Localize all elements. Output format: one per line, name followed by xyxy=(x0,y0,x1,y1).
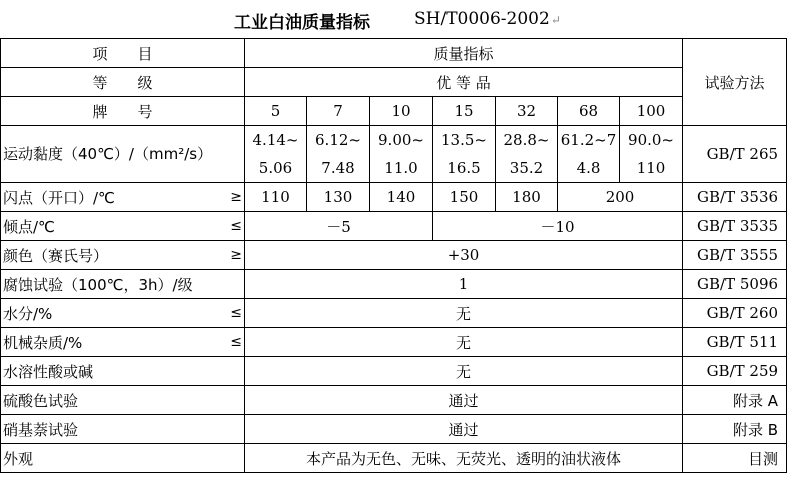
flash-cell: 150 xyxy=(433,183,496,212)
sulfuric-value: 通过 xyxy=(245,386,683,415)
header-quality: 质量指标 xyxy=(245,39,683,68)
corrosion-value: 1 xyxy=(245,270,683,299)
viscosity-cell: 90.0~ 110 xyxy=(620,126,683,183)
pour-left: －5 xyxy=(245,212,433,241)
viscosity-cell: 61.2~7 4.8 xyxy=(558,126,620,183)
brand-cell: 100 xyxy=(620,97,683,126)
header-row-item xyxy=(1,39,787,68)
color-label: 颜色（赛氏号） ≥ xyxy=(1,241,245,270)
viscosity-method: GB/T 265 xyxy=(683,126,787,183)
appearance-label: 外观 xyxy=(1,444,245,473)
appearance-value: 本产品为无色、无味、无荧光、透明的油状液体 xyxy=(245,444,683,473)
color-value: +30 xyxy=(245,241,683,270)
row-flash-point xyxy=(1,183,787,212)
row-acid xyxy=(1,357,787,386)
flash-cell: 140 xyxy=(370,183,433,212)
water-method: GB/T 260 xyxy=(683,299,787,328)
sulfuric-method: 附录 A xyxy=(683,386,787,415)
pour-right: －10 xyxy=(433,212,683,241)
water-value: 无 xyxy=(245,299,683,328)
brand-cell: 7 xyxy=(307,97,370,126)
sulfuric-label: 硫酸色试验 xyxy=(1,386,245,415)
header-row-grade xyxy=(1,68,787,97)
header-grade-value: 优 等 品 xyxy=(245,68,683,97)
le-symbol: ≤ xyxy=(230,218,242,234)
flash-cell: 130 xyxy=(307,183,370,212)
viscosity-cell: 9.00~ 11.0 xyxy=(370,126,433,183)
row-sulfuric xyxy=(1,386,787,415)
brand-cell: 15 xyxy=(433,97,496,126)
viscosity-cell: 13.5~ 16.5 xyxy=(433,126,496,183)
water-label: 水分/% ≤ xyxy=(1,299,245,328)
impurity-method: GB/T 511 xyxy=(683,328,787,357)
acid-label: 水溶性酸或碱 xyxy=(1,357,245,386)
color-method: GB/T 3555 xyxy=(683,241,787,270)
header-row-brand xyxy=(1,97,787,126)
row-water xyxy=(1,299,787,328)
pour-method: GB/T 3535 xyxy=(683,212,787,241)
impurity-value: 无 xyxy=(245,328,683,357)
row-impurity xyxy=(1,328,787,357)
brand-cell: 10 xyxy=(370,97,433,126)
nitro-label: 硝基萘试验 xyxy=(1,415,245,444)
row-viscosity xyxy=(1,126,787,183)
le-symbol: ≤ xyxy=(230,334,242,350)
flash-cell: 110 xyxy=(245,183,307,212)
title-cn: 工业白油质量指标 xyxy=(234,13,370,33)
header-brand-label: 牌 号 xyxy=(1,97,245,126)
nitro-method: 附录 B xyxy=(683,415,787,444)
row-nitro xyxy=(1,415,787,444)
impurity-label: 机械杂质/% ≤ xyxy=(1,328,245,357)
appearance-method: 目测 xyxy=(683,444,787,473)
viscosity-cell: 28.8~ 35.2 xyxy=(496,126,558,183)
row-color xyxy=(1,241,787,270)
title-standard: SH/T0006-2002↵ xyxy=(414,9,561,29)
header-grade-label: 等 级 xyxy=(1,68,245,97)
acid-method: GB/T 259 xyxy=(683,357,787,386)
viscosity-cell: 6.12~ 7.48 xyxy=(307,126,370,183)
viscosity-label: 运动黏度（40℃）/（mm²/s） xyxy=(1,126,245,183)
ge-symbol: ≥ xyxy=(230,189,242,205)
header-method: 试验方法 xyxy=(683,39,787,126)
flash-cell: 180 xyxy=(496,183,558,212)
ge-symbol: ≥ xyxy=(230,247,242,263)
flash-method: GB/T 3536 xyxy=(683,183,787,212)
flash-label: 闪点（开口）/℃ ≥ xyxy=(1,183,245,212)
le-symbol: ≤ xyxy=(230,305,242,321)
row-appearance xyxy=(1,444,787,473)
acid-value: 无 xyxy=(245,357,683,386)
flash-cell: 200 xyxy=(558,183,683,212)
brand-cell: 5 xyxy=(245,97,307,126)
row-pour-point xyxy=(1,212,787,241)
brand-cell: 68 xyxy=(558,97,620,126)
row-corrosion xyxy=(1,270,787,299)
pour-label: 倾点/℃ ≤ xyxy=(1,212,245,241)
corrosion-method: GB/T 5096 xyxy=(683,270,787,299)
brand-cell: 32 xyxy=(496,97,558,126)
nitro-value: 通过 xyxy=(245,415,683,444)
quality-spec-table xyxy=(0,38,787,473)
header-item: 项 目 xyxy=(1,39,245,68)
viscosity-cell: 4.14~ 5.06 xyxy=(245,126,307,183)
corrosion-label: 腐蚀试验（100℃，3h）/级 xyxy=(1,270,245,299)
